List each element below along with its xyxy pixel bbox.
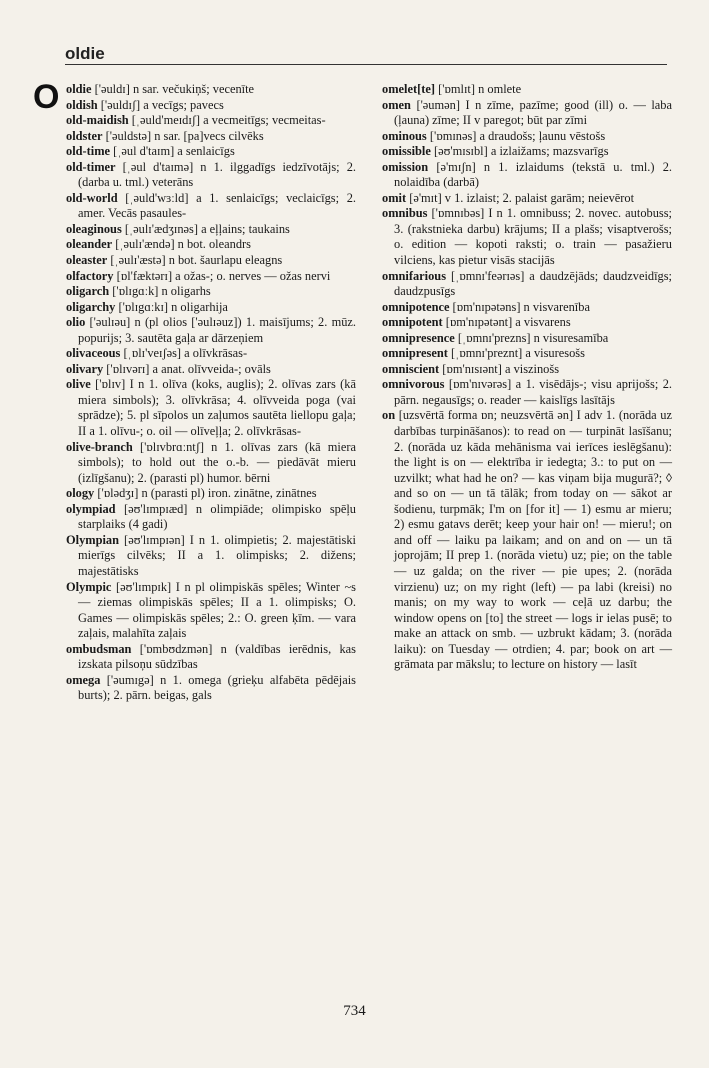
dictionary-entry xyxy=(382,206,672,268)
headword: old-time xyxy=(66,144,111,159)
page-number: 734 xyxy=(343,1003,366,1019)
headword: omelet[te] xyxy=(382,82,435,96)
entry-definition: ['ɒlɪvbrɑːntʃ] n 1. olīvas zars (kā miera simbols); to hold out the o.-b. — piedāvāt mieru (izlīgšanu); 2. (parasti pl) humor. bērni xyxy=(78,439,356,485)
entry-definition: [ə'mɪt] v 1. izlaist; 2. palaist garām; neievērot xyxy=(406,190,635,205)
entry-definition: ['ɒlɪgɑːkɪ] n oligarhija xyxy=(115,299,228,314)
headword: oldie xyxy=(66,82,92,96)
dictionary-entry xyxy=(66,642,356,673)
entry-definition: [ˌɒmnɪ'feərɪəs] a daudzējāds; daudzveidīgs; daudzpusīgs xyxy=(394,268,672,299)
entry-definition: [ˌəulɪ'ædʒɪnəs] a eļļains; taukains xyxy=(121,221,290,236)
dictionary-entry xyxy=(66,82,356,98)
dictionary-entry xyxy=(382,300,672,316)
dictionary-entry xyxy=(66,580,356,642)
running-head: oldie xyxy=(65,44,105,63)
entry-definition: ['ɒmnɪbəs] I n 1. omnibuss; 2. novec. autobuss; 3. (rakstnieka darbu) krājums; II a plašs; visaptverošs; o. edition — kopoti raksti; o. train — pasažieru vilciens, kas pietur visās stacijās xyxy=(394,206,672,268)
dictionary-entry xyxy=(382,160,672,191)
entry-definition: ['əumən] I n zīme, pazīme; good (ill) o. — laba (ļauna) zīme; II v paregot; būt par zīmi xyxy=(394,97,672,128)
entry-definition: ['ɒlədʒɪ] n (parasti pl) iron. zinātne, zinātnes xyxy=(94,486,317,501)
headword: olympiad xyxy=(66,501,116,516)
headword: omissible xyxy=(382,144,431,159)
entry-definition: ['əuldɪ] n sar. večukiņš; vecenīte xyxy=(91,82,255,96)
dictionary-entry xyxy=(66,222,356,238)
entry-definition: [əʊ'lɪmpɪæd] n olimpiāde; olimpisko spēļu starplaiks (4 gadi) xyxy=(78,501,356,532)
entry-definition: ['ɒlɪgɑːk] n oligarhs xyxy=(109,284,211,299)
headword: omnibus xyxy=(382,206,428,221)
dictionary-entry xyxy=(66,440,356,487)
dictionary-entry xyxy=(382,346,672,362)
dictionary-entry xyxy=(382,129,672,145)
dictionary-entry xyxy=(66,362,356,378)
entry-definition: [ˌəulɪ'ændə] n bot. oleandrs xyxy=(112,237,251,252)
dictionary-entry xyxy=(66,191,356,222)
dictionary-entry xyxy=(66,502,356,533)
entry-definition: [ˌəul d'taɪmə] n 1. ilggadīgs iedzīvotājs; 2. (darba u. tml.) veterāns xyxy=(78,159,356,190)
entry-definition: [əʊ'mɪsɪbl] a izlaižams; mazsvarīgs xyxy=(430,144,609,159)
headword: Olympic xyxy=(66,579,112,594)
headword: omnifarious xyxy=(382,268,447,283)
entry-definition: ['ɒmbʊdzmən] n (valdības ierēdnis, kas izskata pilsoņu sūdzības xyxy=(78,641,356,672)
dictionary-entry xyxy=(66,237,356,253)
dictionary-entry xyxy=(66,144,356,160)
dictionary-entry xyxy=(66,160,356,191)
dictionary-entry xyxy=(66,315,356,346)
headword: omission xyxy=(382,159,429,174)
headword: olive-branch xyxy=(66,439,133,454)
headword: omit xyxy=(382,190,407,205)
dictionary-entry xyxy=(66,533,356,580)
entry-definition: ['əulɪəu] n (pl olios ['əulɪəuz]) 1. maisījums; 2. mūz. popurijs; 3. sautēta gaļa ar dārzeņiem xyxy=(78,315,356,345)
headword: omnipresence xyxy=(382,330,455,345)
headword: ology xyxy=(66,486,95,501)
dictionary-entry xyxy=(66,300,356,316)
headword: olivary xyxy=(66,361,104,376)
headword: old-maidish xyxy=(66,113,129,128)
dictionary-entry xyxy=(66,98,356,114)
entry-definition: ['ɒmlɪt] n omlete xyxy=(434,82,522,96)
dictionary-entry xyxy=(382,362,672,378)
entry-definition: [ɒm'nɪpətəns] n visvarenība xyxy=(449,299,590,314)
dictionary-entry xyxy=(382,82,672,98)
dictionary-entry xyxy=(382,269,672,300)
headword: omnipresent xyxy=(382,346,448,361)
headword: oleander xyxy=(66,237,113,252)
dictionary-entry xyxy=(382,377,672,408)
dictionary-entry xyxy=(66,269,356,285)
dictionary-entry xyxy=(382,144,672,160)
header-rule xyxy=(65,64,667,65)
left-column xyxy=(66,82,356,704)
dictionary-entry xyxy=(382,331,672,347)
dictionary-entry xyxy=(66,129,356,145)
headword: oligarchy xyxy=(66,299,116,314)
dictionary-entry xyxy=(66,673,356,704)
dictionary-entry xyxy=(382,191,672,207)
headword: ombudsman xyxy=(66,641,132,656)
entry-definition: ['ɒmɪnəs] a draudošs; ļaunu vēstošs xyxy=(426,128,606,143)
entry-definition: ['ɒlɪvərɪ] a anat. olīvveida-; ovāls xyxy=(103,361,271,376)
entry-definition: [ɒm'nɪsɪənt] a viszinošs xyxy=(439,361,560,376)
headword: olfactory xyxy=(66,268,114,283)
entry-definition: [ɒl'fæktərɪ] a ožas-; o. nerves — ožas nervi xyxy=(113,268,331,283)
headword: omniscient xyxy=(382,361,440,376)
entry-definition: [ˌəuld'wɜːld] a 1. senlaicīgs; veclaicīgs; 2. amer. Vecās pasaules- xyxy=(78,190,356,221)
entry-definition: [ˌɒmnɪ'prezns] n visuresamība xyxy=(454,330,609,345)
headword: olivaceous xyxy=(66,346,121,361)
entry-definition: [əʊ'lɪmpɪən] I n 1. olimpietis; 2. majestātiski mierīgs cilvēks; II a 1. olimpisks; 2. dižens; majestātisks xyxy=(78,532,356,578)
headword: omnipotence xyxy=(382,299,450,314)
headword: Olympian xyxy=(66,532,120,547)
entry-definition: [ˌəul d'taɪm] a senlaicīgs xyxy=(110,144,235,159)
headword: on xyxy=(382,408,396,423)
headword: omnivorous xyxy=(382,377,445,392)
dictionary-entry xyxy=(382,98,672,129)
headword: oligarch xyxy=(66,284,110,299)
entry-definition: ['əuldstə] n sar. [pa]vecs cilvēks xyxy=(102,128,264,143)
entry-definition: [ˌəulɪ'æstə] n bot. šaurlapu eleagns xyxy=(107,253,283,268)
headword: old-world xyxy=(66,190,118,205)
entry-definition: [ˌɒmnɪ'preznt] a visuresošs xyxy=(447,346,585,361)
dictionary-entry xyxy=(66,253,356,269)
headword: oldster xyxy=(66,128,103,143)
dictionary-entry xyxy=(66,113,356,129)
dictionary-entry xyxy=(66,486,356,502)
dictionary-entry xyxy=(66,377,356,439)
entry-definition: ['ɒlɪv] I n 1. olīva (koks, auglis); 2. olīvas zars (kā miera simbols); 3. olīvkrāsa; 4. olīvveida poga (vai sprādze); 5. pl sīpolos un zaļumos sautēta liellopu gaļa; II a 1. olīvu-; o. oil — olīveļļa; 2. olīvkrāsas- xyxy=(78,377,356,439)
dictionary-entry xyxy=(382,408,672,672)
headword: oleaginous xyxy=(66,221,122,236)
entry-definition: [ɒm'nɪvərəs] a 1. visēdājs-; visu aprijošs; 2. pārn. negausīgs; o. reader — kaislīgs lasītājs xyxy=(394,377,672,407)
headword: olive xyxy=(66,377,91,392)
section-letter: O xyxy=(33,78,60,116)
headword: old-timer xyxy=(66,159,116,174)
entry-definition: [ɒm'nɪpətənt] a visvarens xyxy=(442,315,571,330)
entry-definition: [ˌəuld'meɪdɪʃ] a vecmeitīgs; vecmeitas- xyxy=(128,113,326,128)
right-column xyxy=(382,82,672,673)
dictionary-entry xyxy=(382,315,672,331)
entry-definition: [ə'mɪʃn] n 1. izlaidums (tekstā u. tml.) 2. nolaidība (darbā) xyxy=(394,159,672,190)
entry-definition: ['əuldɪʃ] a vecīgs; pavecs xyxy=(97,97,224,112)
entry-definition: ['əumɪgə] n 1. omega (grieķu alfabēta pēdējais burts); 2. pārn. beigas, gals xyxy=(78,672,356,703)
headword: olio xyxy=(66,315,86,330)
entry-definition: [uzsvērtā forma ɒn; neuzsvērtā ən] I adv 1. (norāda uz darbības turpināšanos): to read on — turpināt lasīšanu; 2. (norāda uz kāda mehānisma vai ierīces ieslēgšanu): the light is on — elektrība ir iedegta; 3.: to put on — uzvilkt; what had he on? — kas viņam bija mugurā?; ◊ and so on — un tā tālāk; from today on — sākot ar šodienu, turpmāk; I'm on [for it] — 1) esmu ar mieru; 2) esmu gatavs derēt; keep your hair on! — mieru!; on and off — laiku pa laikam; and on and on — un tā joprojām; II prep 1. (norāda vietu) uz; pie; on the table — uz galda; on the river — pie upes; 2. (norāda virzienu) uz; on my right (left) — pa labi (kreisi) no manis; on my way to work — ceļā uz darbu; the window opens on [to] the street — logs ir ielas pusē; to make an attack on smb. — uzbrukt kādam; 3. (norāda laiku): on Tuesday — otrdien; 4. par; book on art — grāmata par mākslu; to lecture on history — lasīt xyxy=(394,408,672,672)
headword: oleaster xyxy=(66,253,108,268)
dictionary-entry xyxy=(66,346,356,362)
headword: omega xyxy=(66,672,101,687)
entry-definition: [ˌɒlɪ'veɪʃəs] a olīvkrāsas- xyxy=(120,346,248,361)
headword: oldish xyxy=(66,97,98,112)
entry-definition: [əʊ'lɪmpɪk] I n pl olimpiskās spēles; Winter ~s — ziemas olimpiskās spēles; II a 1. olimpisks; O. Games — olimpiskās spēles; 2.: O. green ķīm. — vara zaļais, malahīta zaļais xyxy=(78,579,356,641)
headword: omen xyxy=(382,97,411,112)
dictionary-entry xyxy=(66,284,356,300)
headword: omnipotent xyxy=(382,315,443,330)
headword: ominous xyxy=(382,128,427,143)
